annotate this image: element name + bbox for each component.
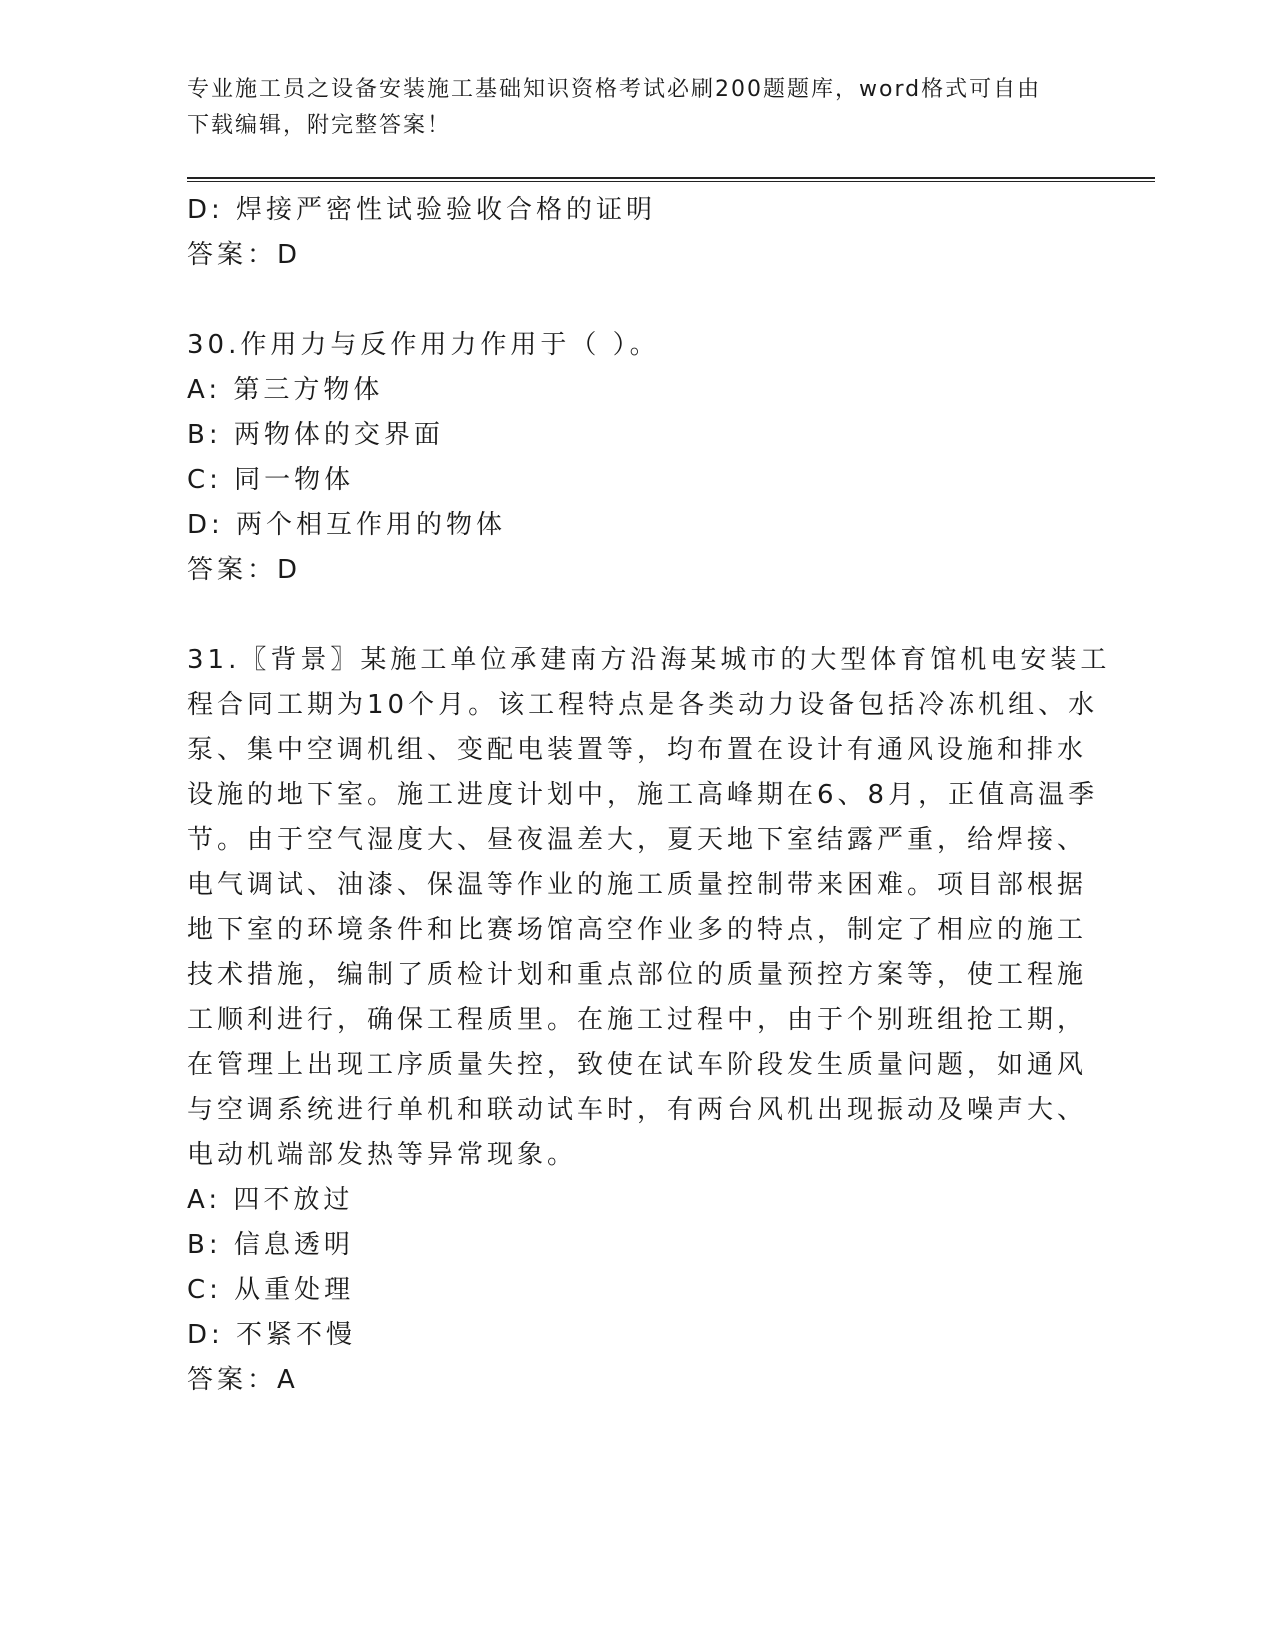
prev-option-d: D: 焊接严密性试验验收合格的证明 <box>187 195 657 225</box>
question-content <box>187 188 1111 1403</box>
q31-stem-line: 电动机端部发热等异常现象。 <box>187 1140 578 1170</box>
q30-stem: 30.作用力与反作用力作用于（ ）。 <box>187 330 660 360</box>
q31-option-d: D: 不紧不慢 <box>187 1320 357 1350</box>
q30-answer: 答案：D <box>187 555 302 585</box>
q31-stem-line: 设施的地下室。施工进度计划中，施工高峰期在6、8月，正值高温季 <box>187 780 1099 810</box>
q31-stem-line: 节。由于空气湿度大、昼夜温差大，夏天地下室结露严重，给焊接、 <box>187 825 1088 855</box>
q31-option-c: C: 从重处理 <box>187 1275 355 1305</box>
q31-stem-line: 泵、集中空调机组、变配电装置等，均布置在设计有通风设施和排水 <box>187 735 1088 765</box>
q31-stem-line: 工顺利进行，确保工程质里。在施工过程中，由于个别班组抢工期， <box>187 1005 1088 1035</box>
header-line-2: 下载编辑，附完整答案！ <box>187 113 452 138</box>
q30-option-a: A: 第三方物体 <box>187 375 384 405</box>
q30-option-c: C: 同一物体 <box>187 465 355 495</box>
q31-answer: 答案：A <box>187 1365 299 1395</box>
q31-stem-line: 地下室的环境条件和比赛场馆高空作业多的特点，制定了相应的施工 <box>187 915 1088 945</box>
prev-answer: 答案：D <box>187 240 302 270</box>
document-header <box>187 72 1087 144</box>
q30-option-d: D: 两个相互作用的物体 <box>187 510 507 540</box>
q31-stem-line: 电气调试、油漆、保温等作业的施工质量控制带来困难。项目部根据 <box>187 870 1088 900</box>
q31-stem-line: 程合同工期为10个月。该工程特点是各类动力设备包括冷冻机组、水 <box>187 690 1099 720</box>
spacer <box>187 593 1087 638</box>
q31-stem-line: 技术措施，编制了质检计划和重点部位的质量预控方案等，使工程施 <box>187 960 1088 990</box>
q31-option-b: B: 信息透明 <box>187 1230 354 1260</box>
q31-stem-line: 在管理上出现工序质量失控，致使在试车阶段发生质量问题，如通风 <box>187 1050 1088 1080</box>
q31-stem-line: 31.〖背景〗某施工单位承建南方沿海某城市的大型体育馆机电安装工 <box>187 645 1111 675</box>
header-divider <box>187 177 1155 182</box>
q31-option-a: A: 四不放过 <box>187 1185 354 1215</box>
spacer <box>187 278 1087 323</box>
header-line-1: 专业施工员之设备安装施工基础知识资格考试必刷200题题库，word格式可自由 <box>187 77 1042 102</box>
q30-option-b: B: 两物体的交界面 <box>187 420 444 450</box>
q31-stem-line: 与空调系统进行单机和联动试车时，有两台风机出现振动及噪声大、 <box>187 1095 1088 1125</box>
